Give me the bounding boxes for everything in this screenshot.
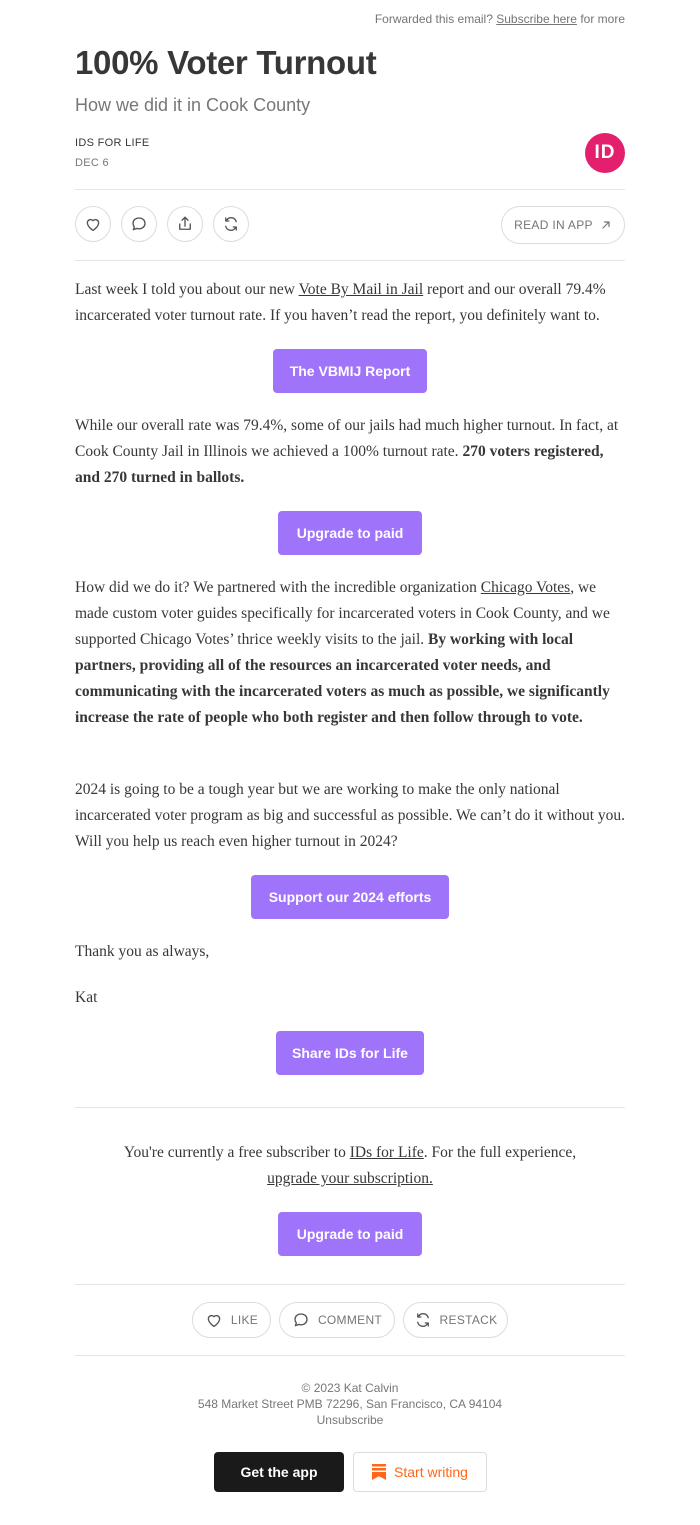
comment-pill-button[interactable]: COMMENT xyxy=(279,1302,395,1338)
share-icon xyxy=(176,215,194,233)
publication-link[interactable]: IDs for Life xyxy=(349,1144,424,1161)
heart-icon xyxy=(205,1311,223,1329)
paragraph: Thank you as always, xyxy=(75,943,210,960)
read-in-app-button[interactable]: READ IN APP xyxy=(501,206,625,244)
start-writing-button[interactable]: Start writing xyxy=(353,1452,487,1492)
divider xyxy=(75,1107,625,1108)
post-date: DEC 6 xyxy=(75,157,109,169)
share-publication-button[interactable]: Share IDs for Life xyxy=(276,1031,424,1075)
avatar[interactable]: ID xyxy=(585,133,625,173)
like-pill-button[interactable]: LIKE xyxy=(192,1302,271,1338)
signature: Kat xyxy=(75,989,98,1006)
upgrade-to-paid-button[interactable]: Upgrade to paid xyxy=(278,1212,422,1256)
substack-logo-icon xyxy=(372,1464,386,1480)
upgrade-to-paid-button[interactable]: Upgrade to paid xyxy=(278,511,422,555)
paragraph: How did we do it? We partnered with the incredible organization Chicago Votes, we made custom voter guides specifically for incarcerated voters in Cook County, and we supported Chicago Votes’ thrice weekly visits to the jail. By working with local partners, providing all of the resources an incarcerated voter needs, and communicating with the incarcerated voters as much as possible, we significantly increase the rate of people who both register and then follow through to vote. xyxy=(75,579,610,726)
restack-button[interactable] xyxy=(213,206,249,242)
restack-icon xyxy=(414,1311,432,1329)
comment-icon xyxy=(130,215,148,233)
unsubscribe-link[interactable]: Unsubscribe xyxy=(316,1413,384,1427)
forwarded-notice: Forwarded this email? Subscribe here for more xyxy=(374,12,625,26)
arrow-up-right-icon xyxy=(600,219,612,231)
post-title: 100% Voter Turnout xyxy=(75,44,377,81)
publication-name[interactable]: IDS FOR LIFE xyxy=(75,137,150,149)
paragraph: 2024 is going to be a tough year but we are working to make the only national incarcerated voter program as big and successful as possible. We can’t do it without you. Will you help us reach even higher turnout in 2024? xyxy=(75,781,626,850)
comment-icon xyxy=(292,1311,310,1329)
restack-pill-button[interactable]: RESTACK xyxy=(403,1302,508,1338)
subscriber-notice: You're currently a free subscriber to IDs for Life. For the full experience, upgrade your subscription. xyxy=(123,1144,577,1187)
subscribe-link[interactable]: Subscribe here xyxy=(496,12,577,26)
divider xyxy=(75,1355,625,1356)
like-button[interactable] xyxy=(75,206,111,242)
divider xyxy=(75,1284,625,1285)
restack-icon xyxy=(222,215,240,233)
post-subtitle: How we did it in Cook County xyxy=(75,95,311,115)
upgrade-subscription-link[interactable]: upgrade your subscription. xyxy=(267,1170,433,1187)
copyright: © 2023 Kat Calvin xyxy=(301,1381,399,1395)
heart-icon xyxy=(84,215,102,233)
get-the-app-button[interactable]: Get the app xyxy=(214,1452,344,1492)
divider xyxy=(75,260,625,261)
paragraph: While our overall rate was 79.4%, some of our jails had much higher turnout. In fact, at Cook County Jail in Illinois we achieved a 100% turnout rate. 270 voters registered, and 270 turned in ballots. xyxy=(75,417,619,486)
address: 548 Market Street PMB 72296, San Francisco, CA 94104 xyxy=(197,1397,503,1411)
vbmij-report-button[interactable]: The VBMIJ Report xyxy=(273,349,427,393)
vote-by-mail-link[interactable]: Vote By Mail in Jail xyxy=(298,281,424,298)
share-button[interactable] xyxy=(167,206,203,242)
comment-button[interactable] xyxy=(121,206,157,242)
support-2024-button[interactable]: Support our 2024 efforts xyxy=(251,875,449,919)
divider xyxy=(75,189,625,190)
paragraph: Last week I told you about our new Vote By Mail in Jail report and our overall 79.4% incarcerated voter turnout rate. If you haven’t read the report, you definitely want to. xyxy=(75,281,606,324)
chicago-votes-link[interactable]: Chicago Votes xyxy=(480,579,571,596)
